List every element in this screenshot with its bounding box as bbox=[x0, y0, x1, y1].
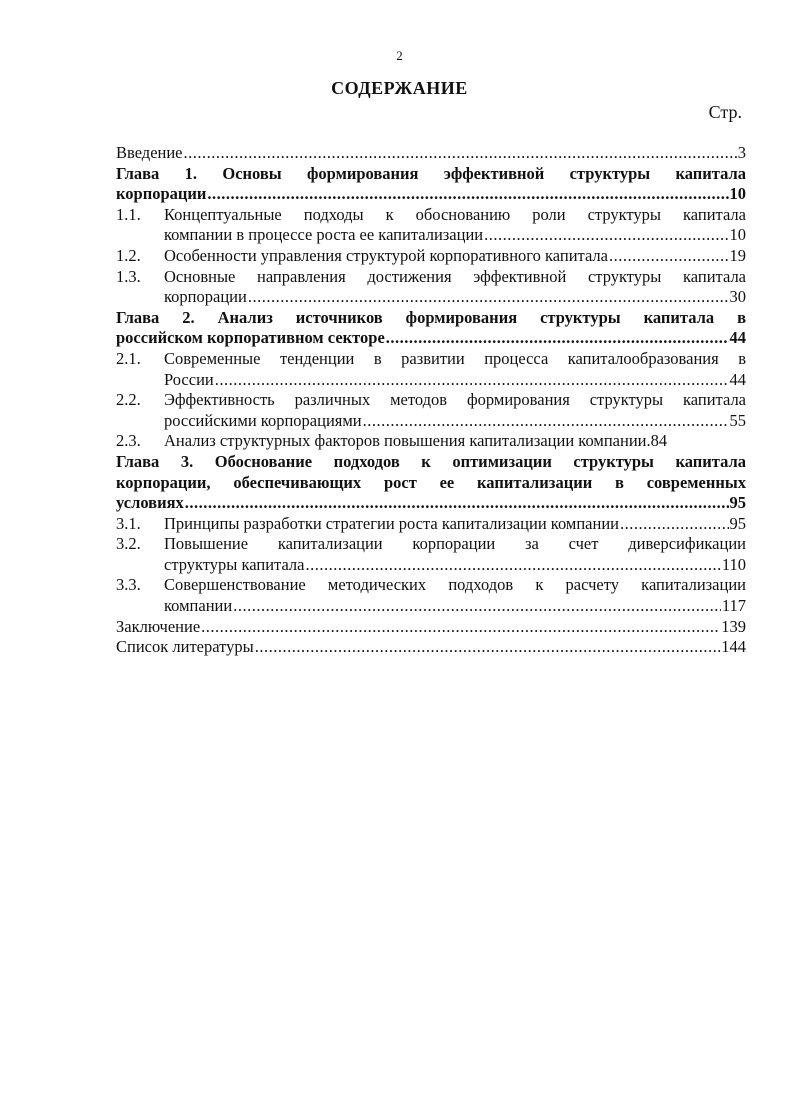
toc-entry-conclusion[interactable] bbox=[116, 617, 746, 638]
toc-page-number: 30 bbox=[729, 287, 746, 307]
toc-section-2-2[interactable] bbox=[116, 390, 746, 431]
toc-section-3-2[interactable] bbox=[116, 534, 746, 575]
dot-leader bbox=[255, 637, 721, 658]
toc-section-title: Основные направления достижения эффективной структуры капитала bbox=[164, 266, 746, 286]
toc-section-number: 2.3. bbox=[116, 431, 141, 451]
dot-leader bbox=[184, 143, 737, 164]
dot-leader bbox=[386, 328, 729, 349]
toc-chapter-title-cont: корпорации, обеспечивающих рост ее капитализации в современных bbox=[116, 472, 746, 492]
toc-section-2-1[interactable] bbox=[116, 349, 746, 390]
page-number: 2 bbox=[396, 48, 403, 63]
toc-section-number: 1.3. bbox=[116, 266, 141, 286]
toc-page-number: 95 bbox=[729, 493, 746, 513]
toc-page-number: 110 bbox=[721, 554, 746, 574]
toc-section-number: 3.3. bbox=[116, 575, 141, 595]
toc-chapter-1[interactable] bbox=[116, 164, 746, 205]
pages-column-label: Стр. bbox=[708, 102, 742, 122]
dot-leader bbox=[185, 493, 729, 514]
toc-section-number: 1.1. bbox=[116, 204, 141, 224]
toc-section-number: 3.1. bbox=[116, 513, 141, 533]
toc-page-number: 139 bbox=[721, 616, 746, 636]
toc-page-number: 117 bbox=[721, 596, 746, 616]
toc-section-number: 1.2. bbox=[116, 245, 141, 265]
toc-page-number: 95 bbox=[729, 513, 746, 533]
dot-leader bbox=[215, 370, 729, 391]
dot-leader bbox=[609, 246, 729, 267]
toc-page-number: 84 bbox=[650, 431, 668, 451]
dot-leader bbox=[306, 555, 721, 576]
toc-section-number: 2.2. bbox=[116, 390, 141, 410]
toc-section-1-1[interactable] bbox=[116, 205, 746, 246]
toc-section-title: Принципы разработки стратегии роста капитализации компании bbox=[164, 513, 619, 533]
toc-page-number: 3 bbox=[737, 143, 746, 162]
toc-entry-intro[interactable] bbox=[116, 143, 746, 164]
toc-section-title-cont: корпорации bbox=[164, 287, 247, 307]
toc-section-title: Анализ структурных факторов повышения капитализации компании. bbox=[164, 431, 651, 451]
toc-section-1-3[interactable] bbox=[116, 267, 746, 308]
toc-page-number: 10 bbox=[729, 184, 746, 204]
toc-section-title-cont: структуры капитала bbox=[164, 554, 305, 574]
toc-entry-title: Введение bbox=[116, 143, 183, 162]
dot-leader bbox=[248, 287, 729, 308]
toc-chapter-title-cont: корпорации bbox=[116, 184, 207, 204]
toc-section-title: Повышение капитализации корпорации за счет диверсификации bbox=[164, 534, 746, 554]
toc-section-title: Особенности управления структурой корпоративного капитала bbox=[164, 245, 608, 265]
toc-page-number: 44 bbox=[729, 328, 746, 348]
dot-leader bbox=[484, 225, 728, 246]
toc-section-title: Совершенствование методических подходов к расчету капитализации bbox=[164, 575, 746, 595]
toc-section-title-cont: компании bbox=[164, 596, 233, 616]
dot-leader bbox=[233, 596, 721, 617]
toc-section-3-1[interactable] bbox=[116, 514, 746, 535]
page-title: СОДЕРЖАНИЕ bbox=[331, 78, 468, 98]
toc-page-number: 44 bbox=[729, 369, 746, 389]
toc-section-2-3[interactable] bbox=[116, 431, 746, 452]
toc-page-number: 10 bbox=[729, 225, 746, 245]
toc-entry-references[interactable] bbox=[116, 637, 746, 658]
toc-section-title: Эффективность различных методов формирования структуры капитала bbox=[164, 390, 746, 410]
toc-section-1-2[interactable] bbox=[116, 246, 746, 267]
toc-chapter-2[interactable] bbox=[116, 308, 746, 349]
toc-entry-title: Заключение bbox=[116, 616, 201, 636]
table-of-contents bbox=[116, 143, 746, 658]
toc-section-title-cont: российскими корпорациями bbox=[164, 410, 362, 430]
dot-leader bbox=[620, 514, 729, 535]
dot-leader bbox=[201, 617, 720, 638]
toc-chapter-title: Глава 3. Обоснование подходов к оптимизации структуры капитала bbox=[116, 451, 746, 471]
toc-chapter-title: Глава 1. Основы формирования эффективной структуры капитала bbox=[116, 163, 746, 183]
toc-section-number: 2.1. bbox=[116, 348, 141, 368]
toc-section-title-cont: компании в процессе роста ее капитализации bbox=[164, 225, 484, 245]
toc-section-title-cont: России bbox=[164, 369, 214, 389]
toc-chapter-3[interactable] bbox=[116, 452, 746, 514]
dot-leader bbox=[207, 184, 728, 205]
toc-chapter-title-cont: российском корпоративном секторе bbox=[116, 328, 385, 348]
toc-section-title: Современные тенденции в развитии процесса капиталообразования в bbox=[164, 348, 746, 368]
toc-chapter-title: Глава 2. Анализ источников формирования структуры капитала в bbox=[116, 307, 746, 327]
toc-chapter-title-end: условиях bbox=[116, 493, 184, 513]
dot-leader bbox=[363, 411, 729, 432]
toc-page-number: 144 bbox=[721, 637, 746, 657]
toc-entry-title: Список литературы bbox=[116, 637, 254, 657]
toc-section-3-3[interactable] bbox=[116, 575, 746, 616]
toc-page-number: 19 bbox=[729, 245, 746, 265]
toc-section-title: Концептуальные подходы к обоснованию роли структуры капитала bbox=[164, 204, 746, 224]
toc-page-number: 55 bbox=[729, 410, 746, 430]
toc-section-number: 3.2. bbox=[116, 534, 141, 554]
